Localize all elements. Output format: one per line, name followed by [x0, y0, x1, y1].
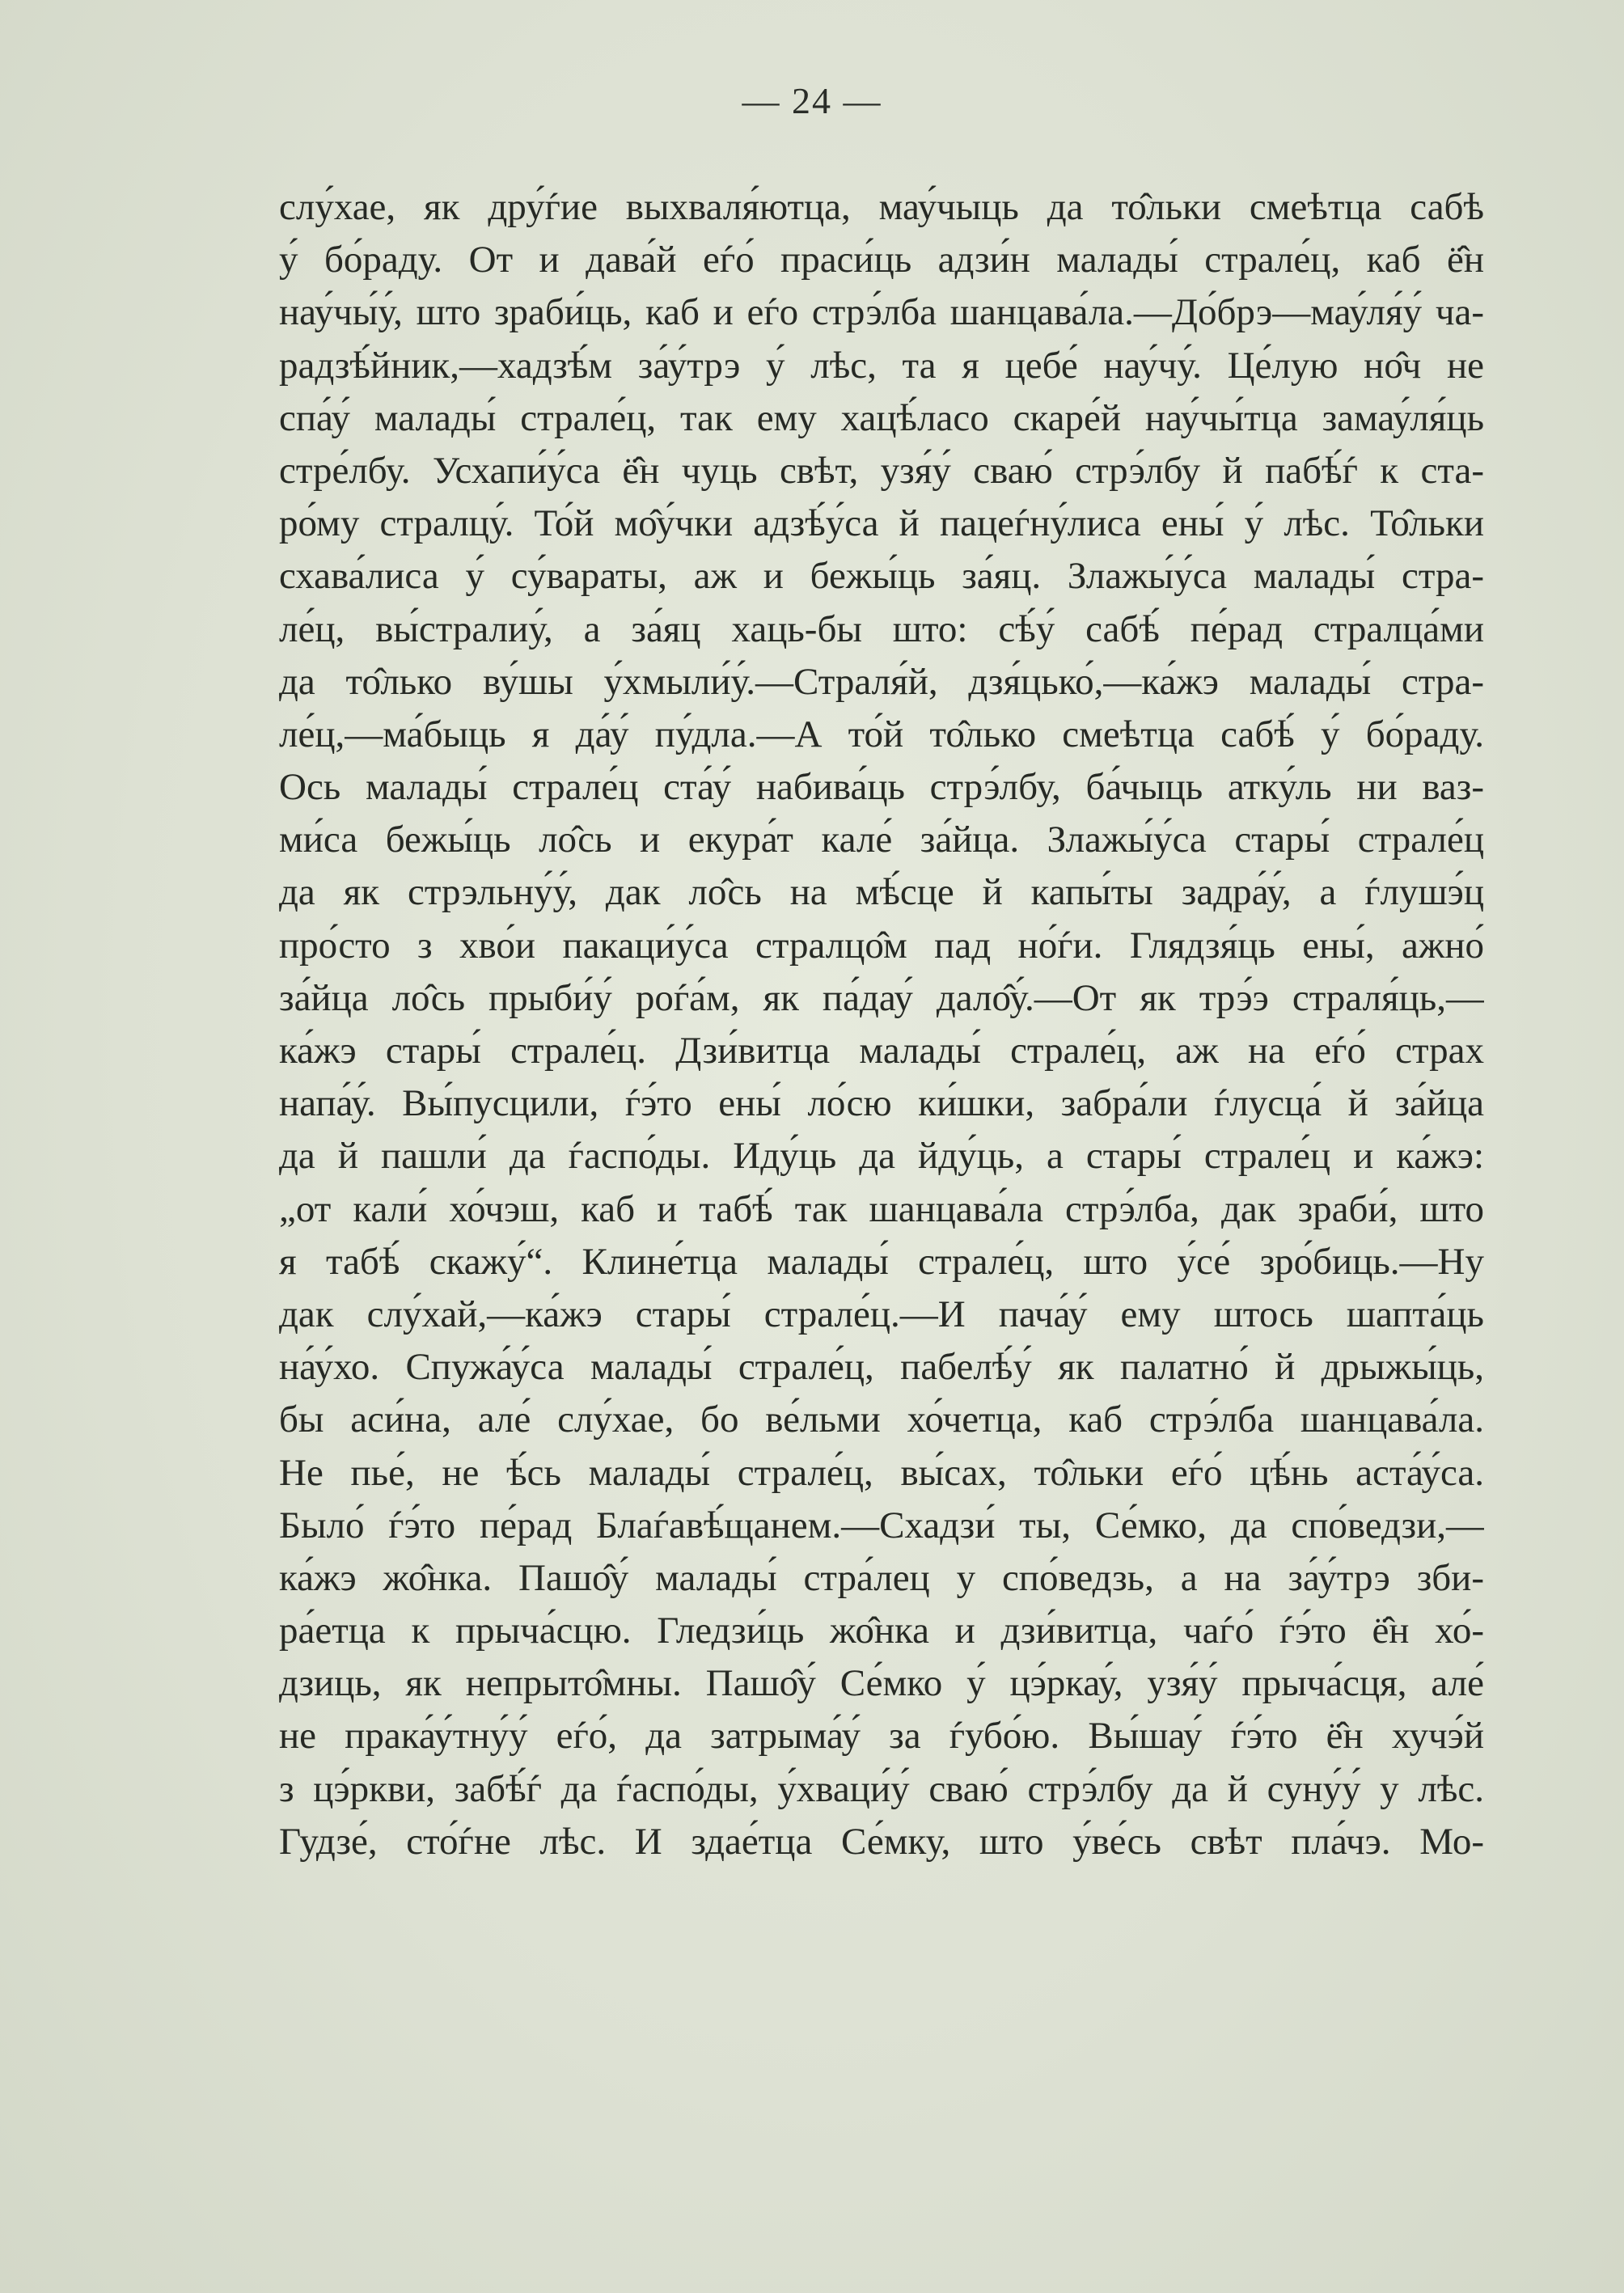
text-line: слу́хае, як дру́ѓие выхваля́ютца, мау́чыць да то̂льки смеѣтца сабѣ	[279, 186, 1484, 228]
text-line: да як стрэльну́у́, дак ло̂сь на мѣ́сце й капы́ты задра́у́, а ѓлушэ́ц	[279, 871, 1484, 914]
text-line: про́сто з хво́и пакаци́у́са стралцо̂м пад но́ѓи. Глядзя́ць ены́, ажно́	[279, 924, 1484, 967]
text-line: радзѣ́йник,—хадзѣ́м за́у́трэ у́ лѣс, та я цебе́ нау́чу́. Це́лую но̂ч не	[279, 344, 1484, 387]
text-line: напа́у́. Вы́пусцили, ѓэ́то ены́ ло́сю ки́шки, забра́ли ѓлусца́ й за́йца	[279, 1082, 1484, 1125]
text-line: Гудзе́, сто́ѓне лѣс. И здае́тца Се́мку, што у́ве́сь свѣт пла́чэ. Мо-	[279, 1820, 1484, 1863]
text-line: Было́ ѓэ́то пе́рад Блаѓавѣ́щанем.—Схадзи́ ты, Се́мко, да спо́ведзи,—	[279, 1504, 1484, 1546]
body-text	[279, 181, 1484, 1868]
text-line: за́йца ло̂сь прыби́у́ роѓа́м, як па́дау́ дало̂у́.—От як трэ́э страля́ць,—	[279, 976, 1484, 1019]
text-line: да то̂лько ву́шы у́хмыли́у́.—Страля́й, дзя́цько́,—ка́жэ малады́ стра-	[279, 660, 1484, 703]
text-line: „от кали́ хо́чэш, каб и табѣ́ так шанцава́ла стрэ́лба, дак зраби́, што	[279, 1187, 1484, 1230]
text-line: я табѣ́ скажу́“. Клине́тца малады́ страле́ц, што у́се́ зро́биць.—Ну	[279, 1240, 1484, 1283]
text-line: ра́етца к прыча́сцю. Гледзи́ць жо̂нка и дзи́витца, чаѓо́ ѓэ́то ё̂н хо́-	[279, 1610, 1484, 1652]
text-line: схава́лиса у́ су́вараты, аж и бежы́ць за́яц. Злажы́у́са малады́ стра-	[279, 555, 1484, 598]
text-line: дак слу́хай,—ка́жэ стары́ страле́ц.—И пача́у́ ему штось шапта́ць	[279, 1292, 1484, 1335]
text-line: з цэ́ркви, забѣ́ѓ да ѓаспо́ды, у́хваци́у́ сваю́ стрэ́лбу да й суну́у́ у лѣс.	[279, 1767, 1484, 1810]
text-line: бы аси́на, але́ слу́хае, бо ве́льми хо́четца, каб стрэ́лба шанцава́ла.	[279, 1398, 1484, 1441]
text-line: ка́жэ жо̂нка. Пашо̂у́ малады́ стра́лец у спо́ведзь, а на за́у́трэ зби-	[279, 1556, 1484, 1599]
text-line: не прака́у́тну́у́ еѓо́, да затрыма́у́ за ѓубо́ю. Вы́шау́ ѓэ́то ё̂н хучэ́й	[279, 1715, 1484, 1758]
text-line: ка́жэ стары́ страле́ц. Дзи́витца малады́ страле́ц, аж на еѓо́ страх	[279, 1030, 1484, 1072]
page-number: — 24 —	[742, 80, 882, 121]
text-line: ле́ц, вы́стралиу́, а за́яц хаць-бы што: сѣ́у́ сабѣ́ пе́рад стралца́ми	[279, 607, 1484, 650]
text-line: у́ бо́раду. От и дава́й еѓо́ праси́ць адзи́н малады́ страле́ц, каб ё̂н	[279, 239, 1484, 281]
text-line: на́у́хо. Спужа́у́са малады́ страле́ц, пабелѣ́у́ як палатно́ й дрыжы́ць,	[279, 1346, 1484, 1389]
text-line: Ось малады́ страле́ц ста́у́ набива́ць стрэ́лбу, ба́чыць атку́ль ни ваз-	[279, 766, 1484, 809]
text-line: спа́у́ малады́ страле́ц, так ему хацѣ́ласо скаре́й нау́чы́тца замау́ля́ць	[279, 396, 1484, 439]
text-line: ро́му стралцу́. То́й мо̂у́чки адзѣ́у́са й пацеѓну́лиса ены́ у́ лѣс. То̂льки	[279, 502, 1484, 545]
text-line: нау́чы́у́, што зраби́ць, каб и еѓо стрэ́лба шанцава́ла.—До́брэ—мау́ля́у́ ча-	[279, 291, 1484, 334]
text-line: ле́ц,—ма́быць я да́у́ пу́дла.—А то́й то̂лько смеѣтца сабѣ́ у́ бо́раду.	[279, 713, 1484, 755]
text-line: да й пашли́ да ѓаспо́ды. Иду́ць да йду́ць, а стары́ страле́ц и ка́жэ:	[279, 1135, 1484, 1178]
text-line: стре́лбу. Усхапи́у́са ё̂н чуць свѣт, узя́у́ сваю́ стрэ́лбу й пабѣ́ѓ к ста-	[279, 449, 1484, 492]
text-line: дзиць, як непрыто̂мны. Пашо̂у́ Се́мко у́ цэ́ркау́, узя́у́ прыча́сця, але́	[279, 1662, 1484, 1705]
text-line: ми́са бежы́ць ло̂сь и екура́т кале́ за́йца. Злажы́у́са стары́ страле́ц	[279, 819, 1484, 861]
text-line: Не пье́, не ѣ́сь малады́ страле́ц, вы́сах, то̂льки еѓо́ цѣ́нь аста́у́са.	[279, 1451, 1484, 1494]
